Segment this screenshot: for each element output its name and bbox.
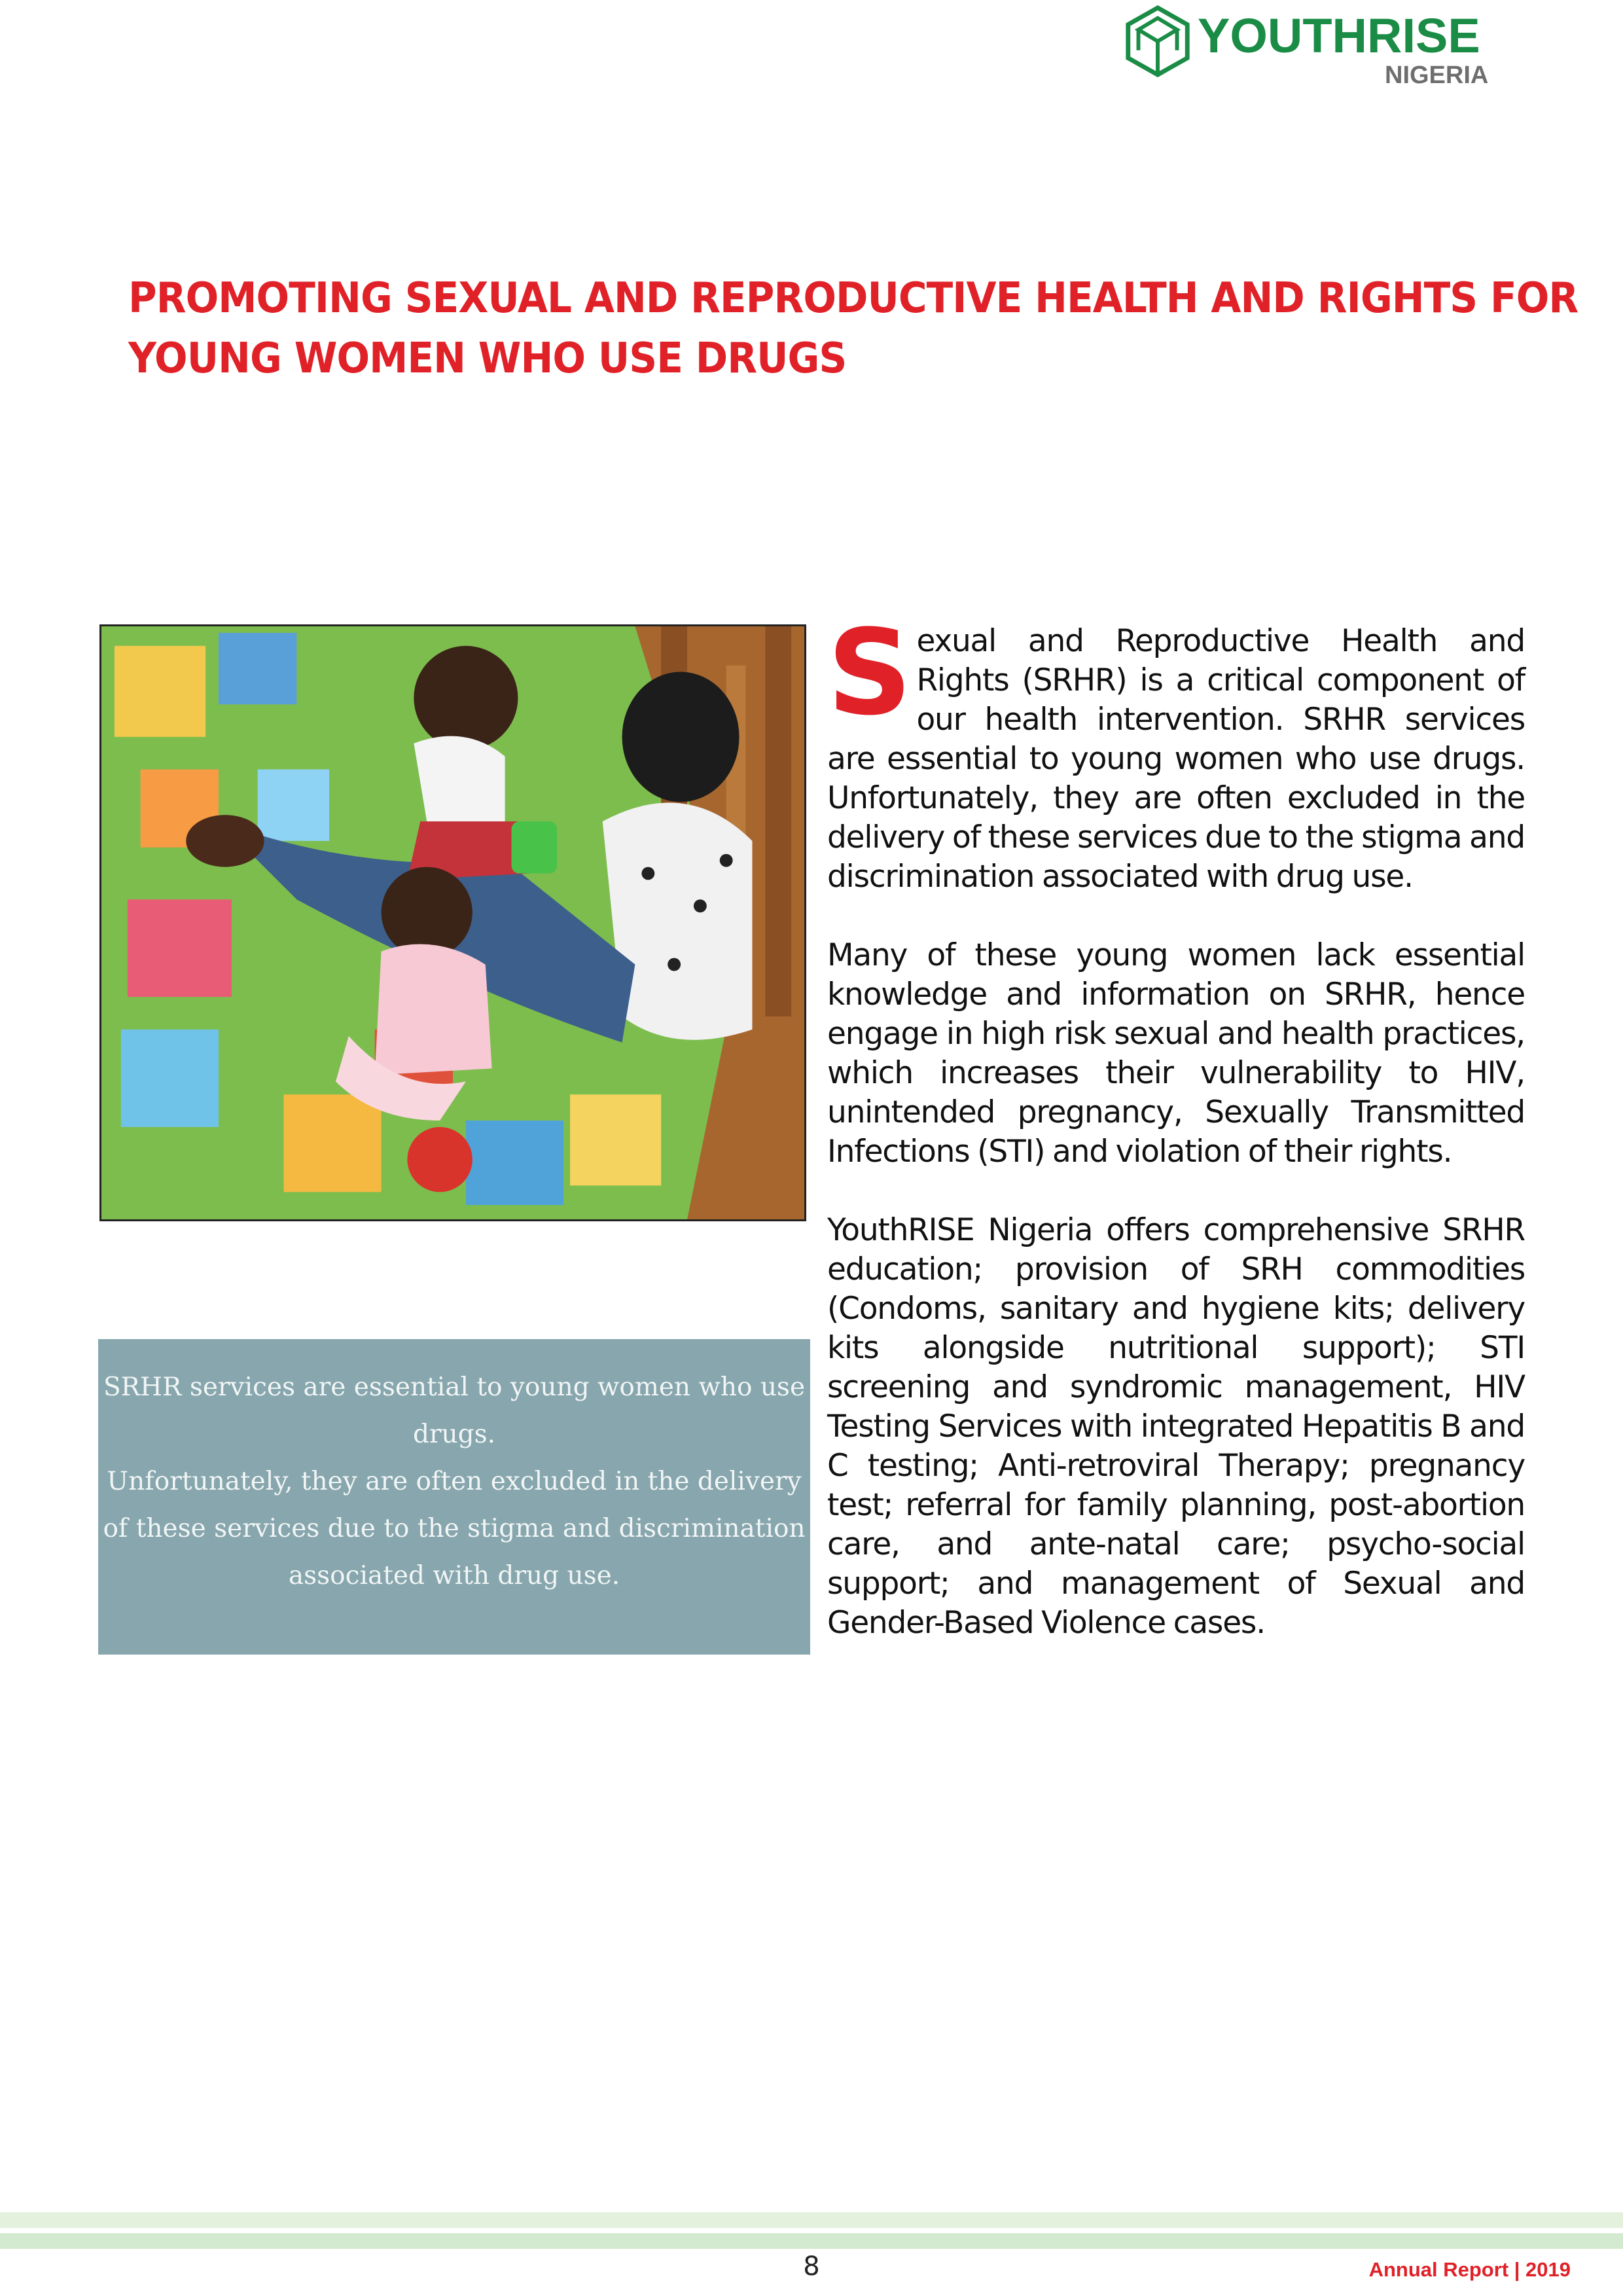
paragraph-1: [827, 605, 1525, 897]
photo-woman-with-children: [99, 624, 806, 1221]
footer-band-top: [0, 2212, 1623, 2228]
hexagon-cube-icon: [1119, 4, 1196, 81]
footer-bands: [0, 2212, 1623, 2249]
paragraph-2: Many of these young women lack essential knowledge and information on SRHR, hence engage in high risk sexual and health practices, which increases their vulnerability to HIV, unintended pregnancy, Sexually Transmitted Infections (STI) and violation of their rights.: [827, 937, 1525, 1170]
paragraph-1-text: exual and Reproductive Health and Rights (SRHR) is a critical component of our health intervention. SRHR services are essential to young women who use drugs. Unfortunately, they are often excluded in the delivery of these services due to the stigma and discrimination associated with drug use.: [827, 623, 1525, 895]
page-title: [128, 268, 1578, 389]
dropcap: S: [827, 605, 912, 742]
paragraph-3: YouthRISE Nigeria offers comprehensive SRHR education; provision of SRH commodities (Condoms, sanitary and hygiene kits; delivery kits alongside nutritional support); STI screening and syndromic management, HIV Testing Services with integrated Hepatitis B and C testing; Anti-retroviral Therapy; pregnancy test; referral for family planning, post-abortion care, and ante-natal care; psycho-social support; and management of Sexual and Gender-Based Violence cases.: [827, 1212, 1525, 1641]
photo-illustration: [101, 626, 804, 1219]
page-title-line-2: YOUNG WOMEN WHO USE DRUGS: [128, 334, 847, 383]
logo-name: YOUTHRISE: [1198, 9, 1480, 63]
pull-quote-box: [98, 1339, 810, 1655]
youthrise-logo: [1119, 4, 1505, 89]
page-title-line-1: PROMOTING SEXUAL AND REPRODUCTIVE HEALTH AND RIGHTS FOR: [128, 274, 1578, 323]
footer-band-bottom: [0, 2233, 1623, 2249]
page-number: 8: [803, 2251, 820, 2282]
annual-report-label: Annual Report | 2019: [1368, 2258, 1571, 2281]
pull-quote-text: SRHR services are essential to young women who use drugs. Unfortunately, they are often excluded in the delivery of these services due to the stigma and discrimination associated with drug use.: [103, 1372, 806, 1590]
footer-band-gap: [0, 2228, 1623, 2233]
logo-subtitle: NIGERIA: [1385, 62, 1489, 89]
body-text-column: [827, 605, 1525, 1643]
